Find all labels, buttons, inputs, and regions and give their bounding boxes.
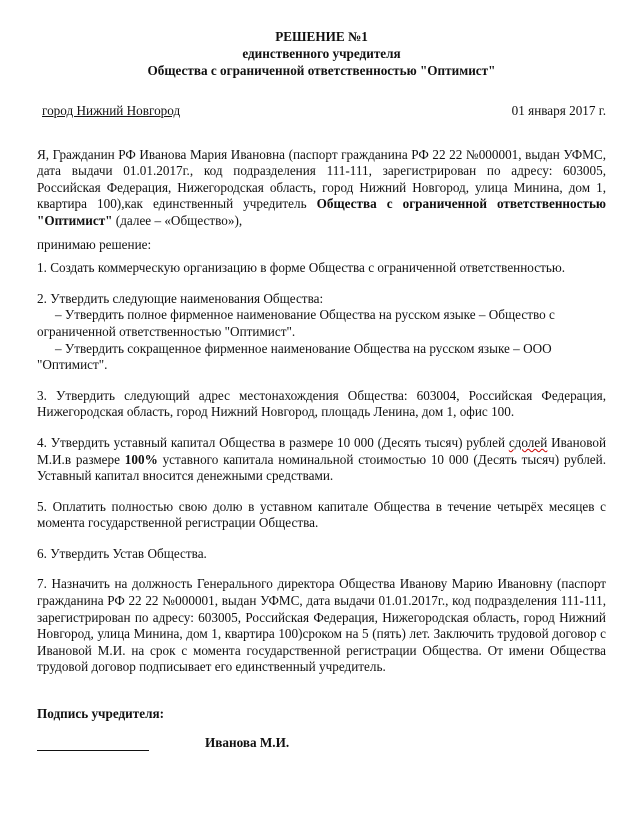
signature-row [37, 735, 606, 752]
place-date-row [37, 103, 606, 120]
document [37, 28, 606, 751]
date: 01 января 2017 г. [511, 103, 606, 118]
intro-tail: (далее – «Общество»), [112, 212, 243, 228]
document-subtitle: единственного учредителя [242, 46, 401, 61]
intro-text: Я, Гражданин РФ Иванова Мария Ивановна (паспорт гражданина РФ 22 22 №000001, выдан УФМС, дата выдачи 01.01.2017г., код подразделения 111-111, зарегистрирован по адресу: 603005, Российская Федерация, Нижегородская область, город Нижний Новгород, улица Минина, дом 1, квартира 100),как единственный учредитель [37, 146, 606, 212]
city: город Нижний Новгород [42, 103, 181, 118]
document-header [37, 28, 606, 79]
signer-name: Иванова М.И. [205, 734, 290, 750]
item-4 [37, 435, 606, 485]
decision-lead: принимаю решение: [37, 236, 152, 252]
item-5: 5. Оплатить полностью свою долю в уставном капитале Общества в течение четырёх месяцев с момента государственной регистрации Общества. [37, 498, 606, 531]
item-2-head: 2. Утвердить следующие наименования Общества: [37, 290, 324, 306]
intro-company-bold: Общества с ограниченной ответственностью "Оптимист" [37, 196, 606, 228]
item-3: 3. Утвердить следующий адрес местонахождения Общества: 603004, Российская Федерация, Нижегородская область, город Нижний Новгород, площадь Ленина, дом 1, офис 100. [37, 387, 606, 420]
item-7: 7. Назначить на должность Генерального директора Общества Иванову Марию Ивановну (паспорт гражданина РФ 22 22 №000001, выдан УФМС, дата выдачи 01.01.2017г., код подразделения 111-111, зарегистрирован по адресу: 603005, Российская Федерация, Нижегородская область, город Нижний Новгород, улица Минина, дом 1, квартира 100)сроком на 5 (пять) лет. Заключить трудовой договор с Ивановой М.И. на срок с момента государственной регистрации Общества. От имени Общества трудовой договор подписывает его единственный учредитель. [37, 576, 606, 675]
item-2-sub-1a: – Утвердить полное фирменное наименование Общества на русском языке – Общество с [55, 307, 555, 323]
item-2-sub-1b: ограниченной ответственностью "Оптимист". [37, 323, 296, 339]
signature-label: Подпись учредителя: [37, 706, 165, 722]
item-1: 1. Создать коммерческую организацию в форме Общества с ограниченной ответственностью. [37, 260, 566, 276]
item-4-spellcheck-word: сдолей [508, 434, 548, 450]
item-4-percent: 100% [124, 451, 158, 467]
item-2-sub-2b: "Оптимист". [37, 357, 108, 373]
item-2-sub-2a: – Утвердить сокращенное фирменное наименование Общества на русском языке – ООО [55, 340, 552, 356]
item-6: 6. Утвердить Устав Общества. [37, 545, 207, 561]
item-2 [37, 291, 606, 374]
intro-paragraph [37, 147, 606, 230]
item-4-part-b: Ивановой М.И.в размере [37, 434, 607, 467]
company-line: Общества с ограниченной ответственностью "Оптимист" [147, 63, 496, 78]
item-4-part-a: 4. Утвердить уставный капитал Общества в размере 10 000 (Десять тысяч) рублей [37, 434, 509, 450]
item-4-part-c: уставного капитала номинальной стоимостью 10 000 (Десять тысяч) рублей. Уставный капитал вносится денежными средствами. [37, 451, 607, 484]
signature-line [37, 736, 149, 751]
document-title: РЕШЕНИЕ №1 [275, 29, 368, 44]
